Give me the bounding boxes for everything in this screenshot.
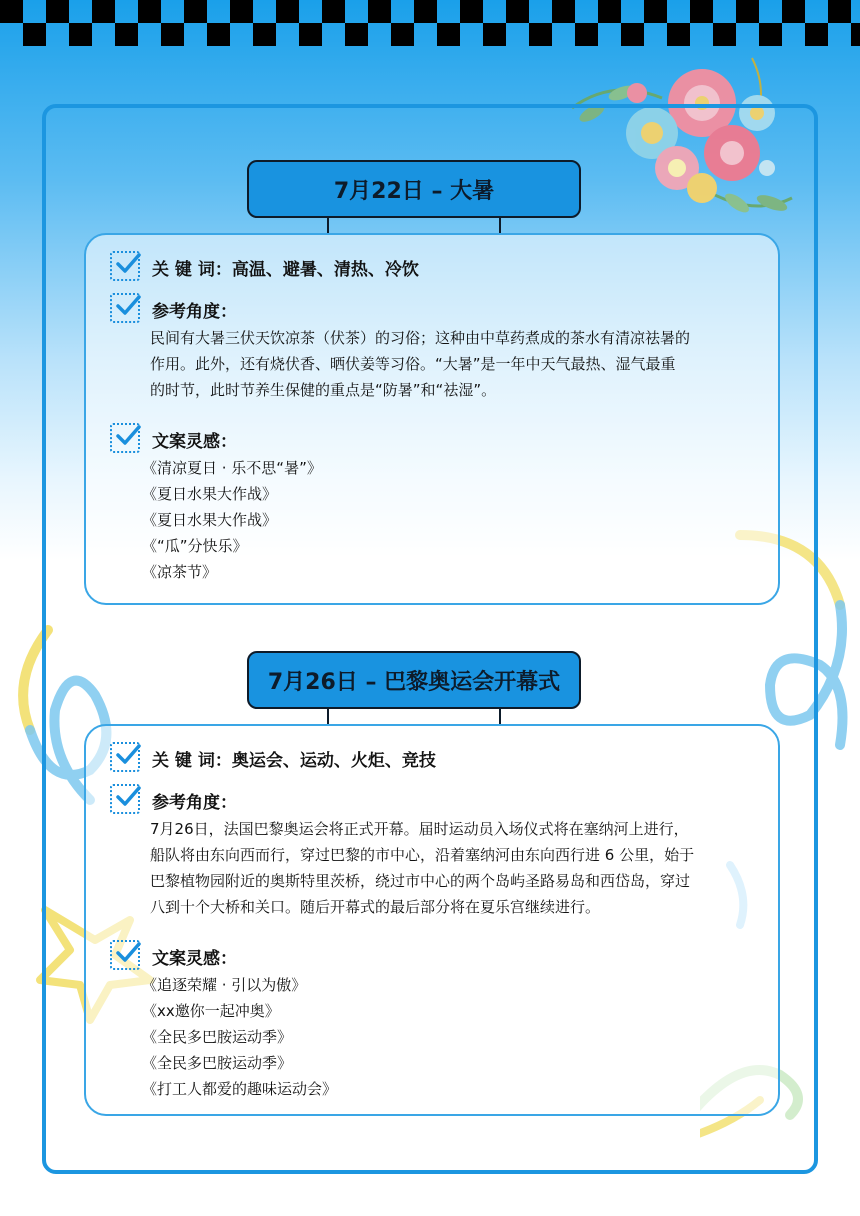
checker-band [0, 0, 860, 46]
ideas-label: 文案灵感： [152, 949, 237, 969]
keywords-label: 关 键 词： [152, 260, 232, 280]
reference-line: 巴黎植物园附近的奥斯特里茨桥，绕过市中心的两个岛屿圣路易岛和西岱岛，穿过 [150, 872, 691, 890]
reference-label: 参考角度： [152, 793, 237, 813]
reference-line: 的时节，此时节养生保健的重点是“防暑”和“祛湿”。 [150, 381, 497, 399]
idea-item: 《全民多巴胺运动季》 [142, 1028, 293, 1046]
info-card [84, 233, 780, 605]
reference-label: 参考角度： [152, 302, 237, 322]
idea-item: 《全民多巴胺运动季》 [142, 1054, 293, 1072]
reference-line: 7月26日，法国巴黎奥运会将正式开幕。届时运动员入场仪式将在塞纳河上进行， [150, 820, 689, 838]
section-title-text: 7月26日 – 巴黎奥运会开幕式 [267, 669, 561, 695]
check-icon [110, 423, 140, 453]
reference-line: 民间有大暑三伏天饮凉茶（伏茶）的习俗；这种由中草药煮成的茶水有清凉祛暑的 [150, 329, 691, 347]
connector-line [327, 218, 329, 234]
reference-text [150, 816, 770, 920]
ideas-label: 文案灵感： [152, 432, 237, 452]
keywords-label: 关 键 词： [152, 751, 232, 771]
section-title-text: 7月22日 – 大暑 [333, 178, 495, 204]
idea-item: 《打工人都爱的趣味运动会》 [142, 1080, 338, 1098]
idea-item: 《追逐荣耀 · 引以为傲》 [142, 976, 307, 994]
connector-line [499, 709, 501, 725]
check-icon [110, 742, 140, 772]
idea-item: 《xx邀你一起冲奥》 [142, 1002, 280, 1020]
keywords-value: 高温、避暑、清热、冷饮 [231, 260, 419, 280]
idea-item: 《“瓜”分快乐》 [142, 537, 248, 555]
reference-text [150, 325, 770, 403]
check-icon [110, 251, 140, 281]
reference-line: 作用。此外，还有烧伏香、晒伏姜等习俗。“大暑”是一年中天气最热、湿气最重 [150, 355, 676, 373]
section-title [247, 651, 581, 709]
ideas-list [142, 455, 322, 585]
check-icon [110, 784, 140, 814]
idea-item: 《夏日水果大作战》 [142, 511, 278, 529]
keywords-value: 奥运会、运动、火炬、竞技 [231, 751, 436, 771]
reference-line: 船队将由东向西而行，穿过巴黎的市中心，沿着塞纳河由东向西行进 6 公里，始于 [150, 846, 695, 864]
keywords-row [152, 255, 419, 280]
connector-line [499, 218, 501, 234]
check-icon [110, 293, 140, 323]
idea-item: 《凉茶节》 [142, 563, 218, 581]
idea-item: 《夏日水果大作战》 [142, 485, 278, 503]
section-title [247, 160, 581, 218]
info-card [84, 724, 780, 1116]
connector-line [327, 709, 329, 725]
check-icon [110, 940, 140, 970]
ideas-list [142, 972, 337, 1102]
keywords-row [152, 746, 436, 771]
reference-line: 八到十个大桥和关口。随后开幕式的最后部分将在夏乐宫继续进行。 [150, 898, 601, 916]
idea-item: 《清凉夏日 · 乐不思“暑”》 [142, 459, 322, 477]
